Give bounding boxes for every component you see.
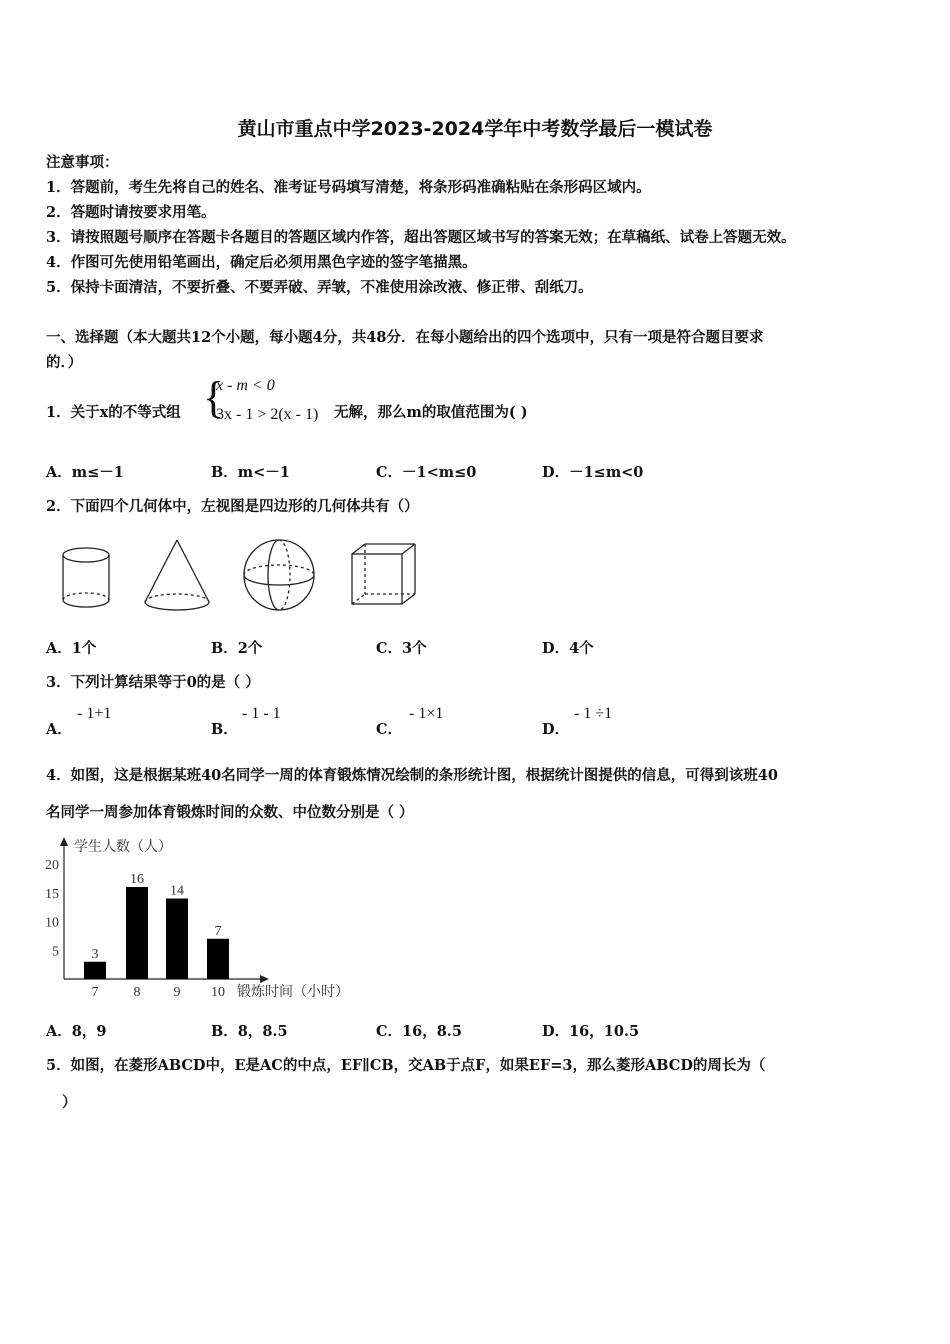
notice-item: 3．请按照题号顺序在答题卡各题目的答题区域内作答，超出答题区域书写的答案无效；在草稿纸、试卷上答题无效。: [46, 229, 796, 246]
x-axis-label: 锻炼时间（小时）: [237, 985, 349, 1000]
cube-figure: [352, 544, 415, 604]
solids-figure: [40, 532, 440, 617]
q1-prefix: 1．关于x的不等式组: [46, 404, 181, 421]
q3-option-c-letter: C．: [376, 721, 403, 738]
cylinder-figure: [63, 548, 109, 607]
bar: [166, 899, 188, 980]
q3-option-b-expr: - 1 - 1: [242, 705, 281, 722]
bar-chart: [40, 832, 370, 1007]
q1-suffix: 无解，那么m的取值范围为( ): [334, 404, 528, 421]
page-title: 黄山市重点中学2023-2024学年中考数学最后一模试卷: [237, 118, 713, 140]
section-heading: 一、选择题（本大题共12个小题，每小题4分，共48分．在每小题给出的四个选项中，只有一项是符合题目要求: [46, 329, 764, 346]
notice-heading: 注意事项：: [46, 154, 119, 171]
x-axis-arrow: [260, 975, 269, 983]
notice-item: 4．作图可先使用铅笔画出，确定后必须用黑色字迹的签字笔描黑。: [46, 254, 477, 271]
y-tick-label: 15: [45, 886, 59, 902]
x-tick-label: 8: [133, 985, 141, 1000]
q5-stem-line1: 5．如图，在菱形ABCD中，E是AC的中点，EF∥CB，交AB于点F，如果EF=3，那么菱形ABCD的周长为（: [46, 1057, 766, 1074]
bar-value-label: 3: [91, 946, 99, 962]
q4-option-d: D．16，10.5: [542, 1023, 640, 1040]
x-tick-label: 9: [173, 985, 181, 1000]
q3-option-d-expr: - 1 ÷1: [574, 705, 613, 722]
bar-value-label: 7: [214, 923, 222, 939]
y-axis-label: 学生人数（人）: [74, 840, 172, 855]
notice-item: 5．保持卡面清洁，不要折叠、不要弄破、弄皱，不准使用涂改液、修正带、刮纸刀。: [46, 279, 593, 296]
q1-inequality-1: x - m < 0: [216, 377, 275, 394]
q1-inequality-2: 3x - 1 > 2(x - 1): [216, 406, 319, 423]
q2-stem: 2．下面四个几何体中，左视图是四边形的几何体共有（）: [46, 498, 419, 515]
q4-option-c: C．16，8.5: [376, 1023, 462, 1040]
q5-stem-line2: ）: [62, 1094, 77, 1111]
q3-option-a-expr: - 1+1: [77, 705, 112, 722]
q2-option-c: C．3个: [376, 640, 427, 657]
q3-option-b-letter: B．: [211, 721, 238, 738]
sphere-figure: [244, 540, 314, 610]
q4-option-a: A．8，9: [46, 1023, 107, 1040]
q4-stem-line2: 名同学一周参加体育锻炼时间的众数、中位数分别是（ ）: [46, 804, 414, 821]
q1-option-b: B．m<－1: [211, 464, 290, 481]
y-tick-label: 10: [45, 915, 59, 931]
bar: [84, 962, 106, 979]
y-tick-label: 20: [45, 858, 59, 873]
q3-option-c-expr: - 1×1: [409, 705, 444, 722]
cone-figure: [145, 540, 209, 610]
x-tick-label: 7: [91, 985, 99, 1000]
q3-stem: 3．下列计算结果等于0的是（ ）: [46, 674, 260, 691]
notice-item: 2．答题时请按要求用笔。: [46, 204, 216, 221]
q4-option-b: B．8，8.5: [211, 1023, 288, 1040]
q2-option-a: A．1个: [46, 640, 97, 657]
bar: [207, 939, 229, 979]
bar-value-label: 16: [130, 872, 144, 887]
bar-value-label: 14: [170, 883, 184, 899]
q1-option-d: D．－1≤m<0: [542, 464, 644, 481]
q4-stem-line1: 4．如图，这是根据某班40名同学一周的体育锻炼情况绘制的条形统计图，根据统计图提供的信息，可得到该班40: [46, 767, 778, 784]
system-brace: {: [203, 373, 225, 422]
q1-option-a: A．m≤－1: [46, 464, 124, 481]
bar: [126, 887, 148, 979]
q2-option-d: D．4个: [542, 640, 594, 657]
q2-option-b: B．2个: [211, 640, 263, 657]
section-heading-cont: 的．）: [46, 354, 83, 371]
notice-item: 1．答题前，考生先将自己的姓名、准考证号码填写清楚，将条形码准确粘贴在条形码区域内。: [46, 179, 651, 196]
q3-option-a-letter: A．: [46, 721, 72, 738]
q1-option-c: C．－1<m≤0: [376, 464, 477, 481]
x-tick-label: 10: [211, 985, 225, 1000]
y-tick-label: 5: [52, 944, 59, 960]
y-axis-arrow: [60, 837, 68, 846]
q3-option-d-letter: D．: [542, 721, 570, 738]
